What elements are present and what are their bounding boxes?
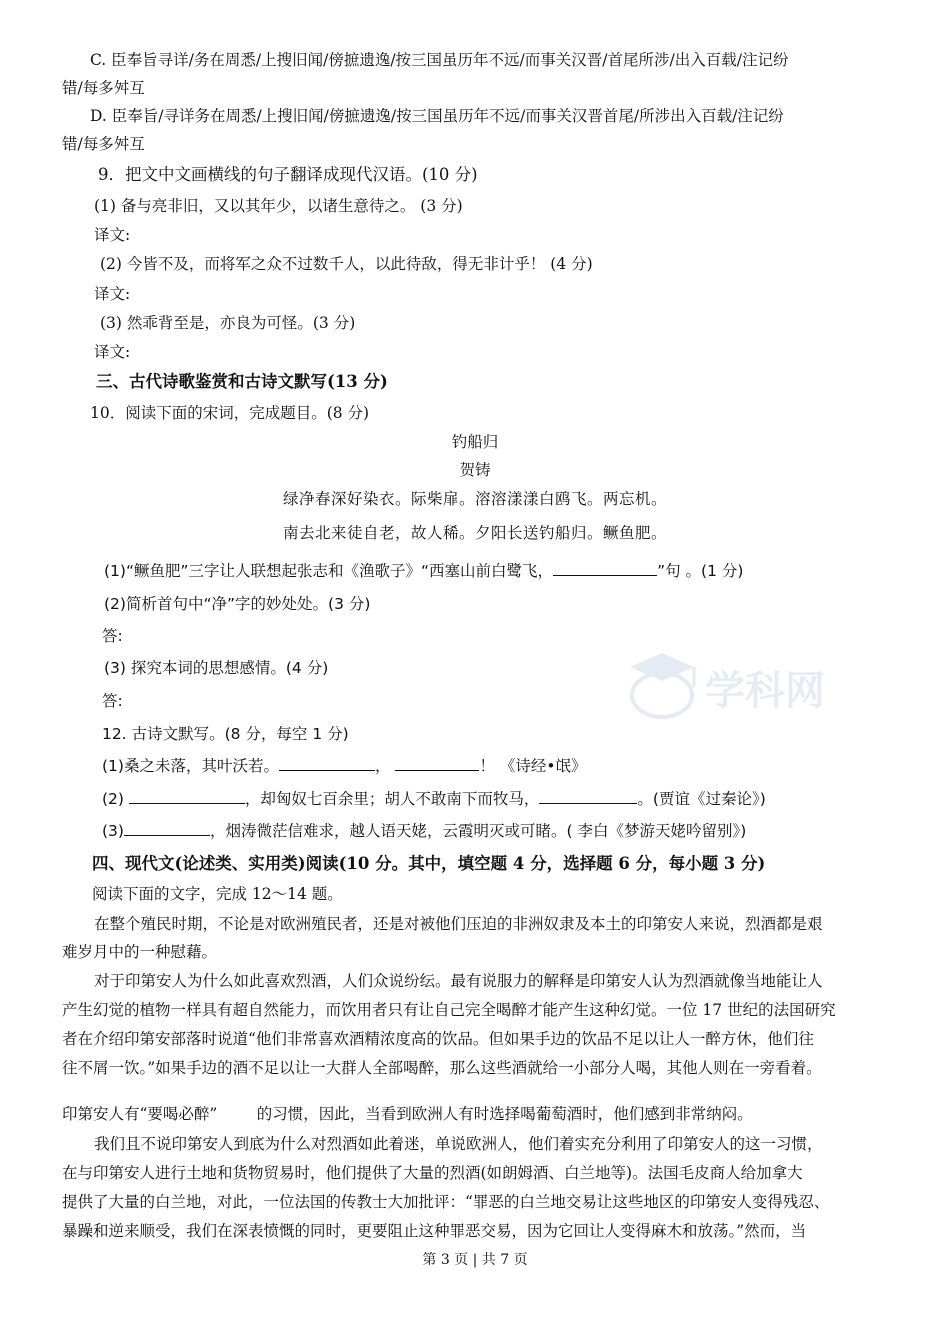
q12-2-text-c: 。(贾谊《过秦论》) xyxy=(637,790,766,808)
para3-line2: 在与印第安人进行土地和货物贸易时，他们提供了大量的烈酒(如朗姆酒、白兰地等)。法国毛皮商人给加拿大 xyxy=(62,1164,803,1182)
para3-line3: 提供了大量的白兰地，对此，一位法国的传教士大加批评：“罪恶的白兰地交易让这些地区的印第安人变得残忍、 xyxy=(62,1193,830,1211)
para1-line2: 难岁月中的一种慰藉。 xyxy=(62,943,218,961)
poem-title: 钓船归 xyxy=(451,433,499,451)
q10-1-blank[interactable] xyxy=(553,561,657,576)
q9-title: 9．把文中文画横线的句子翻译成现代汉语。(10 分) xyxy=(98,165,478,184)
q9-sentence-2: (2) 今皆不及，而将军之众不过数千人，以此待敌，得无非计乎！ (4 分) xyxy=(100,255,593,273)
poem-line-2: 南去北来徒自老，故人稀。夕阳长送钓船归。鳜鱼肥。 xyxy=(282,524,667,542)
q12-3 xyxy=(102,821,746,841)
q9-translation-label-3: 译文: xyxy=(94,343,131,361)
q12-1-text-b: ， xyxy=(374,757,391,775)
para1-line1: 在整个殖民时期，不论是对欧洲殖民者，还是对被他们压迫的非洲奴隶及本土的印第安人来说，烈酒都是艰 xyxy=(94,915,823,933)
q12-2-text-b: ，却匈奴七百余里；胡人不敢南下而牧马， xyxy=(244,790,540,808)
para2-line3: 者在介绍印第安部落时说道“他们非常喜欢酒精浓度高的饮品。但如果手边的饮品不足以让人一醉方休，他们往 xyxy=(62,1030,814,1048)
q12-1-blank-2[interactable] xyxy=(395,756,479,771)
para3-line1: 我们且不说印第安人到底为什么对烈酒如此着迷，单说欧洲人，他们着实充分利用了印第安人的这一习惯， xyxy=(94,1135,823,1153)
section4-heading: 四、现代文(论述类、实用类)阅读(10 分。其中，填空题 4 分，选择题 6 分，每小题 3 分) xyxy=(92,854,766,873)
q12-2-blank-1[interactable] xyxy=(129,789,245,804)
q9-sentence-3: (3) 然乖背至是，亦良为可怪。(3 分) xyxy=(100,314,356,332)
q12-intro: 12. 古诗文默写。(8 分，每空 1 分) xyxy=(102,725,349,743)
option-c-line1: C. 臣奉旨寻详/务在周悉/上搜旧闻/傍摭遗逸/按三国虽历年不远/而事关汉晋/首尾所涉/出入百载/注记纷 xyxy=(90,51,789,69)
page-footer: 第 3 页 | 共 7 页 xyxy=(422,1252,528,1268)
q12-3-text-a: (3) xyxy=(102,822,124,840)
q10-2-answer-label: 答: xyxy=(102,627,123,645)
q10-1-text-b: ”句 。(1 分) xyxy=(657,562,744,580)
graduation-cap-icon xyxy=(610,625,860,735)
q12-2-blank-2[interactable] xyxy=(539,789,637,804)
section3-heading: 三、古代诗歌鉴赏和古诗文默写(13 分) xyxy=(96,372,388,391)
para2-line4: 往不屑一饮。”如果手边的酒不足以让一大群人全部喝醉，那么这些酒就给一小部分人喝，其他人则在一旁看着。 xyxy=(62,1059,822,1077)
q12-2-text-a: (2) xyxy=(102,790,124,808)
section4-intro: 阅读下面的文字，完成 12～14 题。 xyxy=(92,885,343,903)
q9-translation-label-1: 译文: xyxy=(94,226,131,244)
poem-line-1: 绿净春深好染衣。际柴扉。溶溶漾漾白鸥飞。两忘机。 xyxy=(282,490,667,508)
poem-author: 贺铸 xyxy=(459,461,491,479)
option-c-line2: 错/每多舛互 xyxy=(62,79,145,97)
q12-3-text-b: ，烟涛微茫信难求，越人语天姥，云霞明灭或可睹。( 李白《梦游天姥吟留别》) xyxy=(209,822,747,840)
q10-intro: 10．阅读下面的宋词，完成题目。(8 分) xyxy=(90,404,370,422)
watermark-logo xyxy=(610,625,860,735)
para2-line1: 对于印第安人为什么如此喜欢烈酒，人们众说纷纭。最有说服力的解释是印第安人认为烈酒就像当地能让人 xyxy=(94,972,823,990)
para3-line4: 暴躁和逆来顺受，我们在深表愤慨的同时，更要阻止这种罪恶交易，因为它回让人变得麻木和放荡。”然而，当 xyxy=(62,1222,807,1240)
watermark-text: 学科网 xyxy=(705,668,825,714)
q12-1-text-a: (1)桑之未落，其叶沃若。 xyxy=(102,757,279,775)
para2-line2: 产生幻觉的植物一样具有超自然能力，而饮用者只有让自己完全喝醉才能产生这种幻觉。一位 17 世纪的法国研究 xyxy=(62,1001,836,1019)
q12-3-blank[interactable] xyxy=(124,821,210,836)
option-d-line2: 错/每多舛互 xyxy=(62,135,145,153)
q10-1-text-a: (1)“鳜鱼肥”三字让人联想起张志和《渔歌子》“西塞山前白鹭飞， xyxy=(104,562,554,580)
q12-1-text-c: ！ 《诗经•氓》 xyxy=(479,757,587,775)
q12-1 xyxy=(102,756,587,776)
q9-sentence-1: (1) 备与亮非旧，又以其年少，以诸生意待之。 (3 分) xyxy=(94,197,463,215)
q10-3: (3) 探究本词的思想感情。(4 分) xyxy=(104,659,329,677)
q10-1 xyxy=(104,561,743,581)
para2-line5: 印第安人有“要喝必醉” 的习惯，因此，当看到欧洲人有时选择喝葡萄酒时，他们感到非常纳闷。 xyxy=(62,1105,753,1123)
q12-1-blank-1[interactable] xyxy=(279,756,375,771)
q12-2 xyxy=(102,789,766,809)
q10-2: (2)简析首句中“净”字的妙处处。(3 分) xyxy=(104,595,371,613)
q10-3-answer-label: 答: xyxy=(102,692,123,710)
q9-translation-label-2: 译文: xyxy=(94,285,131,303)
option-d-line1: D. 臣奉旨/寻详务在周悉/上搜旧闻/傍摭遗逸/按三国虽历年不远/而事关汉晋首尾/所涉出入百载/注记纷 xyxy=(90,107,784,125)
